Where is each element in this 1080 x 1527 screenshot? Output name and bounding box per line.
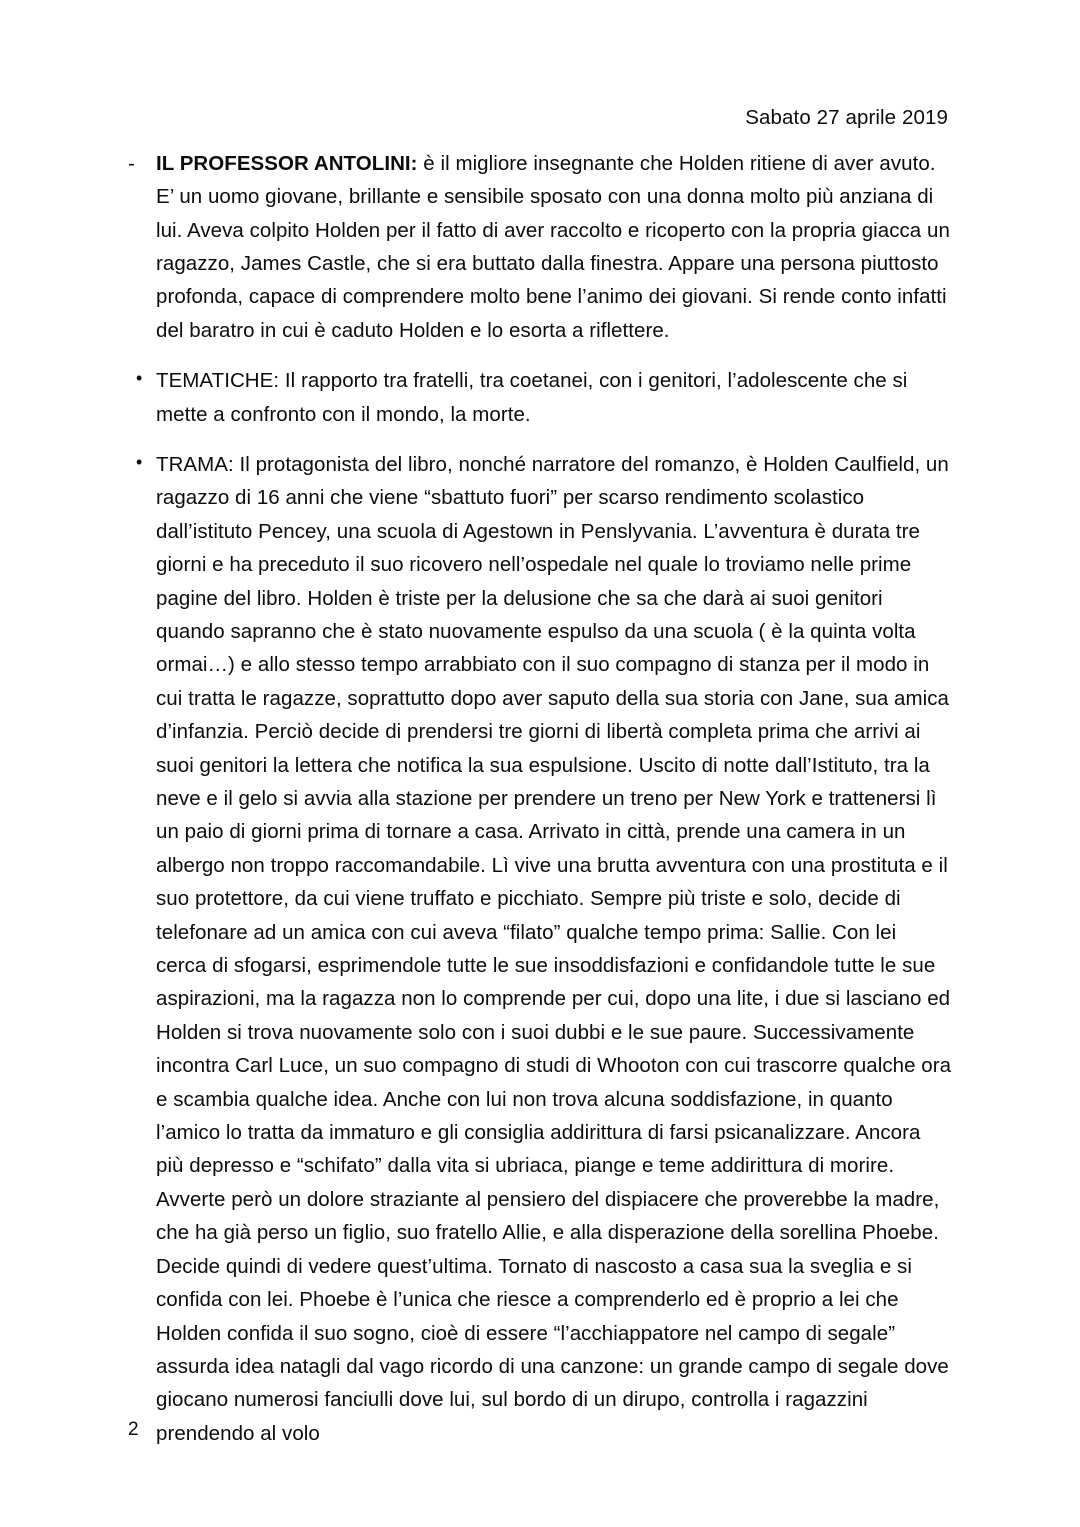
list-marker-bullet: • (136, 451, 143, 472)
page-number: 2 (128, 1419, 139, 1440)
list-item-text: TEMATICHE: Il rapporto tra fratelli, tra coetanei, con i genitori, l’adolescente che si mette a confronto con il mondo, la morte. (156, 369, 908, 426)
list-item-text: TRAMA: Il protagonista del libro, nonché narratore del romanzo, è Holden Caulfield, un ragazzo di 16 anni che viene “sbattuto fuori” per scarso rendimento scolastico dall’istituto Pencey, una scuola di Agestown in Penslyvania. L’avventura è durata tre giorni e ha preceduto il suo ricovero nell’ospedale nel quale lo troviamo nelle prime pagine del libro. Holden è triste per la delusione che sa che darà ai suoi genitori quando sapranno che è stato nuovamente espulso da una scuola ( è la quinta volta ormai…) e allo stesso tempo arrabbiato con il suo compagno di stanza per il modo in cui tratta le ragazze, soprattutto dopo aver saputo della sua storia con Jane, sua amica d’infanzia. Perciò decide di prendersi tre giorni di libertà completa prima che arrivi ai suoi genitori la lettera che notifica la sua espulsione. Uscito di notte dall’Istituto, tra la neve e il gelo si avvia alla stazione per prendere un treno per New York e trattenersi lì un paio di giorni prima di tornare a casa. Arrivato in città, prende una camera in un albergo non troppo raccomandabile. Lì vive una brutta avventura con una prostituta e il suo protettore, da cui viene truffato e picchiato. Sempre più triste e solo, decide di telefonare ad un amica con cui aveva “filato” qualche tempo prima: Sallie. Con lei cerca di sfogarsi, esprimendole tutte le sue insoddisfazioni e confidandole tutte le sue aspirazioni, ma la ragazza non lo comprende per cui, dopo una lite, i due si lasciano ed Holden si trova nuovamente solo con i suoi dubbi e le sue paure. Successivamente incontra Carl Luce, un suo compagno di studi di Whooton con cui trascorre qualche ora e scambia qualche idea. Anche con lui non trova alcuna soddisfazione, in quanto l’amico lo tratta da immaturo e gli consiglia addirittura di farsi psicanalizzare. Ancora più depresso e “schifato” dalla vita si ubriaca, piange e teme addirittura di morire. Avverte però un dolore straziante al pensiero del dispiacere che proverebbe la madre, che ha già perso un figlio, suo fratello Allie, e alla disperazione della sorellina Phoebe. Decide quindi di vedere quest’ultima. Tornato di nascosto a casa sua la sveglia e si confida con lei. Phoebe è l’unica che riesce a comprenderlo ed è proprio a lei che Holden confida il suo sogno, cioè di essere “l’acchiappatore nel campo di segale” assurda idea natagli dal vago ricordo di una canzone: un grande campo di segale dove giocano numerosi fanciulli dove lui, sul bordo di un dirupo, controlla i ragazzini prendendo al volo (156, 452, 952, 1445)
list-item-content (156, 448, 952, 1450)
notes-list (128, 147, 952, 1450)
list-item (128, 364, 952, 431)
list-item (128, 147, 952, 347)
list-item-content (156, 147, 952, 347)
list-item-lead: IL PROFESSOR ANTOLINI: (156, 151, 418, 175)
list-item (128, 448, 952, 1450)
list-item-text: è il migliore insegnante che Holden ritiene di aver avuto. E’ un uomo giovane, brillante e sensibile sposato con una donna molto più anziana di lui. Aveva colpito Holden per il fatto di aver raccolto e ricoperto con la propria giacca un ragazzo, James Castle, che si era buttato dalla finestra. Appare una persona piuttosto profonda, capace di comprendere molto bene l’animo dei giovani. Si rende conto infatti del baratro in cui è caduto Holden e lo esorta a riflettere. (156, 151, 950, 342)
document-date: Sabato 27 aprile 2019 (745, 106, 948, 129)
list-marker-bullet: • (136, 368, 143, 389)
list-item-content (156, 364, 952, 431)
list-marker-dash: - (128, 151, 135, 175)
